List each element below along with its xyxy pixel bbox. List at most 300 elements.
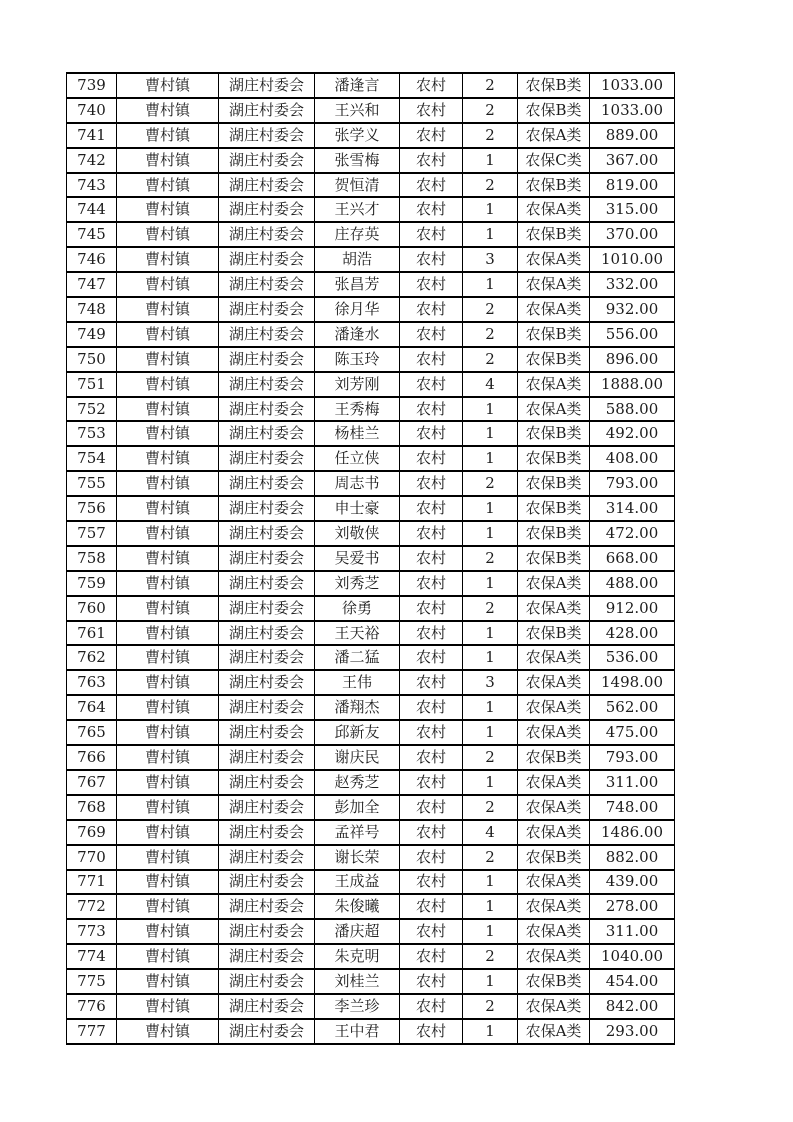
seq-cell: 767 (67, 770, 117, 795)
residence-type-cell: 农村 (400, 496, 463, 521)
residence-type-cell: 农村 (400, 197, 463, 222)
village-cell: 湖庄村委会 (219, 770, 315, 795)
person-count-cell: 1 (463, 197, 518, 222)
seq-cell: 743 (67, 173, 117, 198)
person-count-cell: 2 (463, 297, 518, 322)
residence-type-cell: 农村 (400, 446, 463, 471)
seq-cell: 756 (67, 496, 117, 521)
insurance-category-cell: 农保B类 (518, 347, 590, 372)
person-count-cell: 2 (463, 546, 518, 571)
person-count-cell: 1 (463, 695, 518, 720)
town-cell: 曹村镇 (117, 795, 219, 820)
person-name-cell: 刘敬侠 (315, 521, 400, 546)
insurance-category-cell: 农保C类 (518, 148, 590, 173)
person-count-cell: 2 (463, 123, 518, 148)
village-cell: 湖庄村委会 (219, 322, 315, 347)
village-cell: 湖庄村委会 (219, 397, 315, 422)
amount-cell: 748.00 (590, 795, 675, 820)
insurance-category-cell: 农保A类 (518, 247, 590, 272)
town-cell: 曹村镇 (117, 770, 219, 795)
table-row (67, 1019, 675, 1044)
table-row (67, 546, 675, 571)
residence-type-cell: 农村 (400, 894, 463, 919)
person-count-cell: 1 (463, 720, 518, 745)
person-name-cell: 潘逢言 (315, 73, 400, 98)
person-name-cell: 张昌芳 (315, 272, 400, 297)
person-count-cell: 2 (463, 944, 518, 969)
town-cell: 曹村镇 (117, 297, 219, 322)
town-cell: 曹村镇 (117, 521, 219, 546)
town-cell: 曹村镇 (117, 944, 219, 969)
village-cell: 湖庄村委会 (219, 421, 315, 446)
insurance-category-cell: 农保B类 (518, 322, 590, 347)
village-cell: 湖庄村委会 (219, 695, 315, 720)
town-cell: 曹村镇 (117, 969, 219, 994)
seq-cell: 774 (67, 944, 117, 969)
table-row (67, 123, 675, 148)
residence-type-cell: 农村 (400, 720, 463, 745)
insurance-category-cell: 农保A类 (518, 571, 590, 596)
table-row (67, 820, 675, 845)
seq-cell: 763 (67, 670, 117, 695)
person-name-cell: 赵秀芝 (315, 770, 400, 795)
seq-cell: 755 (67, 471, 117, 496)
seq-cell: 775 (67, 969, 117, 994)
residence-type-cell: 农村 (400, 73, 463, 98)
village-cell: 湖庄村委会 (219, 197, 315, 222)
residence-type-cell: 农村 (400, 247, 463, 272)
table-row (67, 670, 675, 695)
residence-type-cell: 农村 (400, 670, 463, 695)
town-cell: 曹村镇 (117, 745, 219, 770)
amount-cell: 278.00 (590, 894, 675, 919)
town-cell: 曹村镇 (117, 397, 219, 422)
village-cell: 湖庄村委会 (219, 969, 315, 994)
person-count-cell: 1 (463, 1019, 518, 1044)
residence-type-cell: 农村 (400, 148, 463, 173)
insurance-category-cell: 农保A类 (518, 870, 590, 895)
amount-cell: 370.00 (590, 222, 675, 247)
residence-type-cell: 农村 (400, 820, 463, 845)
insurance-category-cell: 农保A类 (518, 695, 590, 720)
table-row (67, 148, 675, 173)
person-count-cell: 2 (463, 173, 518, 198)
town-cell: 曹村镇 (117, 596, 219, 621)
table-row (67, 272, 675, 297)
table-row (67, 695, 675, 720)
person-name-cell: 张学义 (315, 123, 400, 148)
town-cell: 曹村镇 (117, 123, 219, 148)
seq-cell: 758 (67, 546, 117, 571)
seq-cell: 761 (67, 621, 117, 646)
person-name-cell: 徐勇 (315, 596, 400, 621)
seq-cell: 739 (67, 73, 117, 98)
residence-type-cell: 农村 (400, 421, 463, 446)
person-name-cell: 谢长荣 (315, 845, 400, 870)
person-name-cell: 陈玉玲 (315, 347, 400, 372)
person-name-cell: 张雪梅 (315, 148, 400, 173)
amount-cell: 332.00 (590, 272, 675, 297)
insurance-category-cell: 农保A类 (518, 397, 590, 422)
village-cell: 湖庄村委会 (219, 173, 315, 198)
insurance-category-cell: 农保B类 (518, 521, 590, 546)
village-cell: 湖庄村委会 (219, 98, 315, 123)
person-name-cell: 庄存英 (315, 222, 400, 247)
town-cell: 曹村镇 (117, 347, 219, 372)
seq-cell: 768 (67, 795, 117, 820)
amount-cell: 408.00 (590, 446, 675, 471)
residence-type-cell: 农村 (400, 621, 463, 646)
village-cell: 湖庄村委会 (219, 272, 315, 297)
town-cell: 曹村镇 (117, 272, 219, 297)
residence-type-cell: 农村 (400, 695, 463, 720)
person-name-cell: 朱克明 (315, 944, 400, 969)
insurance-category-cell: 农保B类 (518, 73, 590, 98)
village-cell: 湖庄村委会 (219, 446, 315, 471)
residence-type-cell: 农村 (400, 272, 463, 297)
village-cell: 湖庄村委会 (219, 795, 315, 820)
amount-cell: 588.00 (590, 397, 675, 422)
amount-cell: 311.00 (590, 919, 675, 944)
person-name-cell: 王兴才 (315, 197, 400, 222)
village-cell: 湖庄村委会 (219, 148, 315, 173)
table-row (67, 745, 675, 770)
residence-type-cell: 农村 (400, 571, 463, 596)
residence-type-cell: 农村 (400, 795, 463, 820)
village-cell: 湖庄村委会 (219, 820, 315, 845)
person-count-cell: 1 (463, 496, 518, 521)
person-count-cell: 3 (463, 670, 518, 695)
seq-cell: 771 (67, 870, 117, 895)
amount-cell: 439.00 (590, 870, 675, 895)
person-count-cell: 4 (463, 372, 518, 397)
town-cell: 曹村镇 (117, 670, 219, 695)
table-row (67, 471, 675, 496)
insurance-category-cell: 农保A类 (518, 670, 590, 695)
insurance-category-cell: 农保A类 (518, 197, 590, 222)
residence-type-cell: 农村 (400, 994, 463, 1019)
residence-type-cell: 农村 (400, 770, 463, 795)
village-cell: 湖庄村委会 (219, 1019, 315, 1044)
amount-cell: 912.00 (590, 596, 675, 621)
person-count-cell: 1 (463, 446, 518, 471)
insurance-category-cell: 农保B类 (518, 173, 590, 198)
village-cell: 湖庄村委会 (219, 297, 315, 322)
residence-type-cell: 农村 (400, 173, 463, 198)
table-row (67, 770, 675, 795)
amount-cell: 562.00 (590, 695, 675, 720)
table-row (67, 795, 675, 820)
town-cell: 曹村镇 (117, 471, 219, 496)
amount-cell: 314.00 (590, 496, 675, 521)
person-count-cell: 1 (463, 148, 518, 173)
village-cell: 湖庄村委会 (219, 845, 315, 870)
residence-type-cell: 农村 (400, 397, 463, 422)
town-cell: 曹村镇 (117, 845, 219, 870)
town-cell: 曹村镇 (117, 98, 219, 123)
person-name-cell: 王成益 (315, 870, 400, 895)
table-row (67, 894, 675, 919)
seq-cell: 746 (67, 247, 117, 272)
amount-cell: 793.00 (590, 745, 675, 770)
village-cell: 湖庄村委会 (219, 621, 315, 646)
village-cell: 湖庄村委会 (219, 745, 315, 770)
amount-cell: 889.00 (590, 123, 675, 148)
village-cell: 湖庄村委会 (219, 870, 315, 895)
table-row (67, 197, 675, 222)
insurance-category-cell: 农保B类 (518, 222, 590, 247)
insurance-category-cell: 农保B类 (518, 496, 590, 521)
insurance-category-cell: 农保A类 (518, 770, 590, 795)
amount-cell: 475.00 (590, 720, 675, 745)
amount-cell: 1498.00 (590, 670, 675, 695)
town-cell: 曹村镇 (117, 322, 219, 347)
insurance-category-cell: 农保A类 (518, 795, 590, 820)
insurance-category-cell: 农保B类 (518, 969, 590, 994)
person-count-cell: 2 (463, 845, 518, 870)
amount-cell: 819.00 (590, 173, 675, 198)
residence-type-cell: 农村 (400, 1019, 463, 1044)
table-row (67, 173, 675, 198)
village-cell: 湖庄村委会 (219, 471, 315, 496)
person-count-cell: 1 (463, 621, 518, 646)
table-row (67, 397, 675, 422)
person-name-cell: 周志书 (315, 471, 400, 496)
village-cell: 湖庄村委会 (219, 994, 315, 1019)
amount-cell: 1033.00 (590, 98, 675, 123)
table-row (67, 372, 675, 397)
village-cell: 湖庄村委会 (219, 73, 315, 98)
person-count-cell: 2 (463, 994, 518, 1019)
person-name-cell: 潘二猛 (315, 645, 400, 670)
person-count-cell: 1 (463, 770, 518, 795)
town-cell: 曹村镇 (117, 421, 219, 446)
seq-cell: 745 (67, 222, 117, 247)
residence-type-cell: 农村 (400, 123, 463, 148)
amount-cell: 1486.00 (590, 820, 675, 845)
insurance-category-cell: 农保A类 (518, 272, 590, 297)
table-row (67, 994, 675, 1019)
town-cell: 曹村镇 (117, 197, 219, 222)
amount-cell: 896.00 (590, 347, 675, 372)
person-name-cell: 李兰珍 (315, 994, 400, 1019)
insurance-category-cell: 农保A类 (518, 820, 590, 845)
amount-cell: 668.00 (590, 546, 675, 571)
amount-cell: 454.00 (590, 969, 675, 994)
person-count-cell: 2 (463, 347, 518, 372)
seq-cell: 740 (67, 98, 117, 123)
person-count-cell: 1 (463, 919, 518, 944)
amount-cell: 293.00 (590, 1019, 675, 1044)
town-cell: 曹村镇 (117, 148, 219, 173)
village-cell: 湖庄村委会 (219, 247, 315, 272)
town-cell: 曹村镇 (117, 919, 219, 944)
seq-cell: 747 (67, 272, 117, 297)
village-cell: 湖庄村委会 (219, 496, 315, 521)
person-name-cell: 徐月华 (315, 297, 400, 322)
insurance-category-cell: 农保A类 (518, 994, 590, 1019)
table-row (67, 73, 675, 98)
town-cell: 曹村镇 (117, 247, 219, 272)
person-count-cell: 1 (463, 894, 518, 919)
town-cell: 曹村镇 (117, 222, 219, 247)
village-cell: 湖庄村委会 (219, 347, 315, 372)
person-name-cell: 贺恒清 (315, 173, 400, 198)
person-count-cell: 2 (463, 471, 518, 496)
table-row (67, 969, 675, 994)
amount-cell: 492.00 (590, 421, 675, 446)
insurance-record-table (66, 72, 675, 1045)
insurance-category-cell: 农保B类 (518, 845, 590, 870)
amount-cell: 932.00 (590, 297, 675, 322)
seq-cell: 749 (67, 322, 117, 347)
person-name-cell: 谢庆民 (315, 745, 400, 770)
person-count-cell: 2 (463, 98, 518, 123)
table-row (67, 919, 675, 944)
table-row (67, 720, 675, 745)
village-cell: 湖庄村委会 (219, 571, 315, 596)
amount-cell: 1033.00 (590, 73, 675, 98)
seq-cell: 776 (67, 994, 117, 1019)
village-cell: 湖庄村委会 (219, 645, 315, 670)
person-name-cell: 王天裕 (315, 621, 400, 646)
person-name-cell: 刘桂兰 (315, 969, 400, 994)
seq-cell: 752 (67, 397, 117, 422)
seq-cell: 759 (67, 571, 117, 596)
amount-cell: 315.00 (590, 197, 675, 222)
person-count-cell: 2 (463, 795, 518, 820)
table-row (67, 446, 675, 471)
table-row (67, 870, 675, 895)
village-cell: 湖庄村委会 (219, 222, 315, 247)
amount-cell: 556.00 (590, 322, 675, 347)
seq-cell: 751 (67, 372, 117, 397)
village-cell: 湖庄村委会 (219, 944, 315, 969)
person-count-cell: 1 (463, 870, 518, 895)
amount-cell: 536.00 (590, 645, 675, 670)
person-name-cell: 邱新友 (315, 720, 400, 745)
town-cell: 曹村镇 (117, 496, 219, 521)
table-body (67, 73, 675, 1044)
residence-type-cell: 农村 (400, 645, 463, 670)
person-name-cell: 孟祥号 (315, 820, 400, 845)
amount-cell: 1888.00 (590, 372, 675, 397)
village-cell: 湖庄村委会 (219, 596, 315, 621)
village-cell: 湖庄村委会 (219, 521, 315, 546)
insurance-category-cell: 农保B类 (518, 98, 590, 123)
residence-type-cell: 农村 (400, 546, 463, 571)
town-cell: 曹村镇 (117, 173, 219, 198)
town-cell: 曹村镇 (117, 994, 219, 1019)
amount-cell: 311.00 (590, 770, 675, 795)
town-cell: 曹村镇 (117, 894, 219, 919)
seq-cell: 750 (67, 347, 117, 372)
table-row (67, 297, 675, 322)
amount-cell: 882.00 (590, 845, 675, 870)
residence-type-cell: 农村 (400, 919, 463, 944)
town-cell: 曹村镇 (117, 695, 219, 720)
person-name-cell: 王伟 (315, 670, 400, 695)
insurance-category-cell: 农保A类 (518, 1019, 590, 1044)
town-cell: 曹村镇 (117, 621, 219, 646)
table-row (67, 621, 675, 646)
insurance-category-cell: 农保A类 (518, 123, 590, 148)
town-cell: 曹村镇 (117, 73, 219, 98)
town-cell: 曹村镇 (117, 446, 219, 471)
insurance-category-cell: 农保A类 (518, 919, 590, 944)
person-count-cell: 2 (463, 73, 518, 98)
person-name-cell: 杨桂兰 (315, 421, 400, 446)
residence-type-cell: 农村 (400, 944, 463, 969)
insurance-category-cell: 农保B类 (518, 546, 590, 571)
person-name-cell: 潘逢水 (315, 322, 400, 347)
insurance-category-cell: 农保A类 (518, 297, 590, 322)
person-count-cell: 1 (463, 421, 518, 446)
table-row (67, 845, 675, 870)
table-row (67, 596, 675, 621)
village-cell: 湖庄村委会 (219, 720, 315, 745)
person-name-cell: 刘芳刚 (315, 372, 400, 397)
residence-type-cell: 农村 (400, 98, 463, 123)
insurance-category-cell: 农保B类 (518, 621, 590, 646)
town-cell: 曹村镇 (117, 546, 219, 571)
person-count-cell: 1 (463, 222, 518, 247)
table-row (67, 645, 675, 670)
person-count-cell: 1 (463, 272, 518, 297)
seq-cell: 765 (67, 720, 117, 745)
person-name-cell: 任立侠 (315, 446, 400, 471)
person-count-cell: 1 (463, 571, 518, 596)
town-cell: 曹村镇 (117, 1019, 219, 1044)
residence-type-cell: 农村 (400, 222, 463, 247)
town-cell: 曹村镇 (117, 870, 219, 895)
person-name-cell: 潘翔杰 (315, 695, 400, 720)
residence-type-cell: 农村 (400, 297, 463, 322)
seq-cell: 777 (67, 1019, 117, 1044)
person-name-cell: 王中君 (315, 1019, 400, 1044)
seq-cell: 757 (67, 521, 117, 546)
residence-type-cell: 农村 (400, 745, 463, 770)
insurance-category-cell: 农保A类 (518, 372, 590, 397)
insurance-category-cell: 农保A类 (518, 645, 590, 670)
person-name-cell: 胡浩 (315, 247, 400, 272)
insurance-category-cell: 农保A类 (518, 720, 590, 745)
seq-cell: 754 (67, 446, 117, 471)
town-cell: 曹村镇 (117, 820, 219, 845)
residence-type-cell: 农村 (400, 845, 463, 870)
seq-cell: 748 (67, 297, 117, 322)
town-cell: 曹村镇 (117, 645, 219, 670)
seq-cell: 744 (67, 197, 117, 222)
amount-cell: 488.00 (590, 571, 675, 596)
table-row (67, 322, 675, 347)
village-cell: 湖庄村委会 (219, 919, 315, 944)
village-cell: 湖庄村委会 (219, 670, 315, 695)
amount-cell: 1010.00 (590, 247, 675, 272)
person-name-cell: 潘庆超 (315, 919, 400, 944)
amount-cell: 842.00 (590, 994, 675, 1019)
person-name-cell: 彭加全 (315, 795, 400, 820)
insurance-category-cell: 农保B类 (518, 745, 590, 770)
insurance-category-cell: 农保A类 (518, 894, 590, 919)
person-count-cell: 1 (463, 645, 518, 670)
person-count-cell: 1 (463, 397, 518, 422)
person-count-cell: 3 (463, 247, 518, 272)
table-row (67, 421, 675, 446)
person-name-cell: 吴爱书 (315, 546, 400, 571)
person-name-cell: 王兴和 (315, 98, 400, 123)
town-cell: 曹村镇 (117, 571, 219, 596)
